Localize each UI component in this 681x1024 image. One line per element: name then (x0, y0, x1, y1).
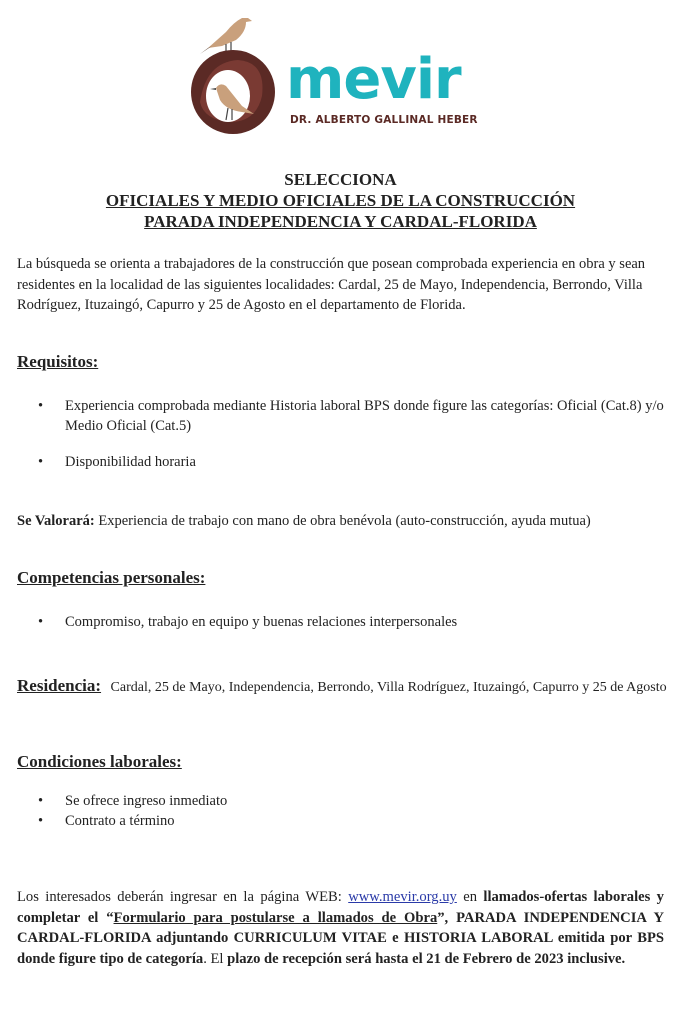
intro-paragraph: La búsqueda se orienta a trabajadores de la construcción que posean comprobada experiencia en obra y sean residentes en la localidad de las siguientes localidades: Cardal, 25 de Mayo, Independencia, Berrondo, Villa Rodríguez, Ituzaingó, Capurro y 25 de Agosto en el departamento de Florida. (17, 256, 646, 313)
logo-wordmark: mevir (286, 47, 461, 112)
requisito-text: Experiencia comprobada mediante Historia laboral BPS donde figure las categorías: Oficial (Cat.8) y/o Medio Oficial (Cat.5) (65, 398, 664, 434)
bullet-icon: • (38, 454, 44, 470)
requisito-text: Disponibilidad horaria (65, 454, 196, 470)
title-line-2: OFICIALES Y MEDIO OFICIALES DE LA CONSTRUCCIÓN (105, 191, 576, 210)
bullet-icon: • (38, 793, 44, 809)
se-valorara-label: Se Valorará: (17, 513, 95, 529)
se-valorara-text: Experiencia de trabajo con mano de obra benévola (auto-construcción, ayuda mutua) (98, 513, 591, 529)
bullet-icon: • (38, 813, 44, 829)
top-bird-icon (200, 18, 252, 54)
logo-subtitle: DR. ALBERTO GALLINAL HEBER (290, 114, 478, 126)
deadline-text: plazo de recepción será hasta el 21 de Febrero de 2023 inclusive. (227, 950, 626, 967)
residencia-text: Cardal, 25 de Mayo, Independencia, Berrondo, Villa Rodríguez, Ituzaingó, Capurro y 25 de Agosto (110, 680, 667, 695)
condiciones-heading: Condiciones laborales: (17, 752, 182, 771)
instructions-text: . El (203, 950, 228, 967)
bullet-icon: • (38, 398, 44, 414)
instructions-bold: llamados-ofertas laborales y completar el “ (17, 889, 664, 926)
title-line-1: SELECCIONA (284, 170, 397, 189)
condicion-text: Se ofrece ingreso inmediato (65, 793, 228, 809)
residencia-heading: Residencia: (17, 676, 102, 695)
application-instructions (17, 887, 664, 969)
requisitos-heading: Requisitos: (17, 352, 99, 371)
bullet-icon: • (38, 614, 44, 630)
competencias-heading: Competencias personales: (17, 568, 206, 587)
bird-ring-emblem-icon (186, 10, 286, 135)
title-line-3: PARADA INDEPENDENCIA Y CARDAL-FLORIDA (144, 212, 537, 231)
page-title (0, 169, 681, 232)
mevir-website-link[interactable]: www.mevir.org.uy (348, 889, 457, 905)
mevir-logo (186, 10, 486, 135)
form-name: Formulario para postularse a llamados de Obra (113, 909, 438, 926)
residencia-paragraph (17, 677, 667, 697)
condicion-text: Contrato a término (65, 813, 175, 829)
instructions-text: Los interesados deberán ingresar en la página WEB: (17, 889, 349, 905)
instructions-text: en (456, 889, 484, 905)
competencia-text: Compromiso, trabajo en equipo y buenas relaciones interpersonales (65, 614, 458, 630)
se-valorara-paragraph (17, 511, 677, 532)
instructions-bold: ”, PARADA INDEPENDENCIA Y CARDAL-FLORIDA adjuntando CURRICULUM VITAE e HISTORIA LABORAL emitida por BPS donde figure tipo de categoría (17, 909, 664, 967)
